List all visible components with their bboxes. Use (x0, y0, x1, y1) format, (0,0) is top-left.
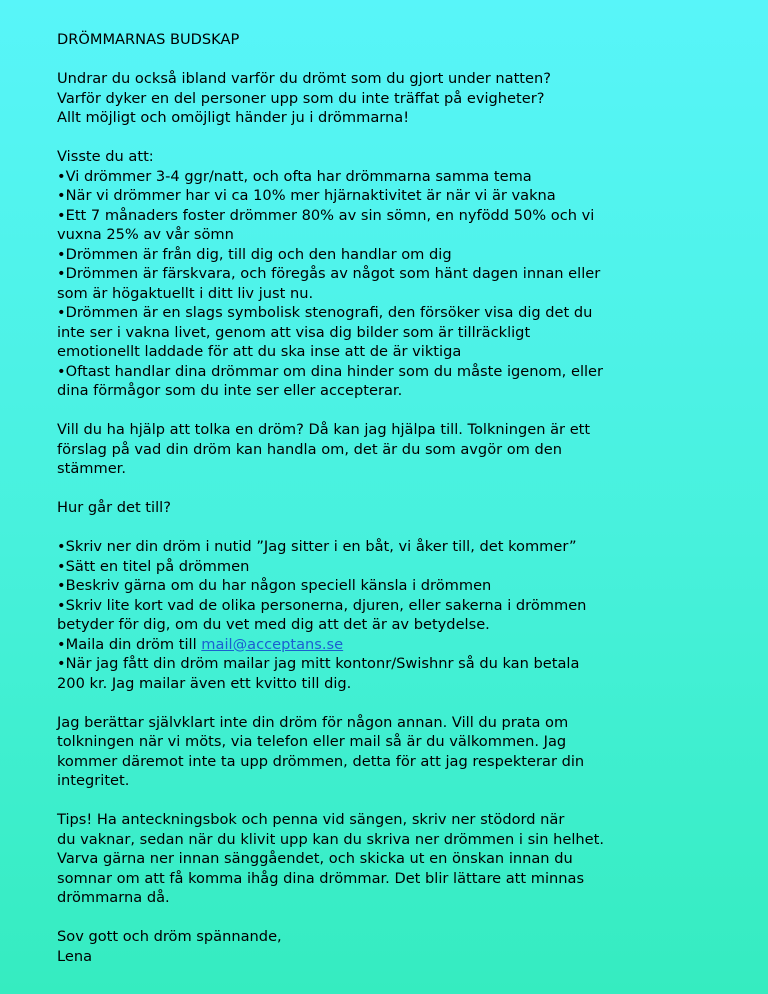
text-line: Allt möjligt och omöjligt händer ju i drömmarna! (57, 109, 410, 126)
step-item: •Skriv lite kort vad de olika personerna, djuren, eller sakerna i drömmen (57, 596, 587, 614)
tips-paragraph (57, 810, 768, 908)
fact-item-continued: emotionellt laddade för att du ska inse att de är viktiga (57, 343, 462, 360)
spacer (57, 791, 768, 811)
text-line: tolkningen när vi möts, via telefon eller mail så är du välkommen. Jag (57, 733, 567, 750)
text-line: integritet. (57, 772, 130, 789)
step-item: •Skriv ner din dröm i nutid ”Jag sitter i en båt, vi åker till, det kommer” (57, 538, 577, 555)
fact-item: •Drömmen är en slags symbolisk stenografi, den försöker visa dig det du (57, 304, 593, 321)
fact-item: •När vi drömmer har vi ca 10% mer hjärnaktivitet är när vi är vakna (57, 187, 556, 204)
closing-line: Sov gott och dröm spännande, (57, 928, 282, 945)
spacer (57, 50, 768, 70)
help-paragraph (57, 420, 768, 479)
step-item-continued: betyder för dig, om du vet med dig att det är av betydelse. (57, 616, 490, 633)
step-item-mail (57, 635, 768, 655)
fact-item-continued: vuxna 25% av vår sömn (57, 226, 234, 243)
signature: Lena (57, 947, 93, 965)
facts-heading: Visste du att: (57, 148, 154, 165)
step-item-continued: 200 kr. Jag mailar även ett kvitto till dig. (57, 674, 352, 692)
mail-prefix: •Maila din dröm till (57, 635, 202, 653)
step-item: •När jag fått din dröm mailar jag mitt kontonr/Swishnr så du kan betala (57, 655, 580, 672)
step-item: •Beskriv gärna om du har någon speciell känsla i drömmen (57, 577, 492, 594)
text-line: Varva gärna ner innan sänggåendet, och skicka ut en önskan innan du (57, 850, 573, 867)
text-line: kommer däremot inte ta upp drömmen, detta för att jag respekterar din (57, 752, 585, 770)
privacy-paragraph (57, 713, 768, 791)
email-link[interactable]: mail@acceptans.se (201, 635, 344, 653)
text-line: Undrar du också ibland varför du drömt som du gjort under natten? (57, 70, 552, 87)
fact-item-continued: som är högaktuellt i ditt liv just nu. (57, 284, 314, 302)
text-line: förslag på vad din dröm kan handla om, det är du som avgör om den (57, 440, 563, 458)
text-line: somnar om att få komma ihåg dina drömmar. Det blir lättare att minnas (57, 869, 585, 887)
fact-item: •Ett 7 månaders foster drömmer 80% av sin sömn, en nyfödd 50% och vi (57, 206, 595, 224)
fact-item: •Oftast handlar dina drömmar om dina hinder som du måste igenom, eller (57, 362, 604, 380)
spacer (57, 128, 768, 148)
text-line: Tips! Ha anteckningsbok och penna vid sängen, skriv ner stödord när (57, 811, 565, 828)
text-line: Jag berättar självklart inte din dröm för någon annan. Vill du prata om (57, 713, 569, 731)
spacer (57, 479, 768, 499)
intro-paragraph (57, 69, 768, 128)
spacer (57, 518, 768, 538)
text-line: stämmer. (57, 460, 126, 477)
step-item: •Sätt en titel på drömmen (57, 557, 250, 575)
text-line: drömmarna då. (57, 889, 170, 906)
spacer (57, 401, 768, 421)
spacer (57, 693, 768, 713)
text-line: du vaknar, sedan när du klivit upp kan du skriva ner drömmen i sin helhet. (57, 830, 604, 848)
fact-item-continued: dina förmågor som du inte ser eller accepterar. (57, 382, 403, 399)
text-line: Vill du ha hjälp att tolka en dröm? Då kan jag hjälpa till. Tolkningen är ett (57, 421, 591, 438)
text-line: Varför dyker en del personer upp som du inte träffat på evigheter? (57, 89, 545, 107)
steps-list (57, 537, 768, 693)
spacer (57, 908, 768, 928)
facts-paragraph (57, 147, 768, 401)
how-heading: Hur går det till? (57, 499, 171, 516)
document-title: DRÖMMARNAS BUDSKAP (57, 31, 240, 48)
fact-item: •Drömmen är färskvara, och föregås av något som hänt dagen innan eller (57, 265, 601, 282)
fact-item: •Vi drömmer 3-4 ggr/natt, och ofta har drömmarna samma tema (57, 167, 532, 185)
fact-item: •Drömmen är från dig, till dig och den handlar om dig (57, 245, 452, 263)
fact-item-continued: inte ser i vakna livet, genom att visa dig bilder som är tillräckligt (57, 323, 531, 341)
